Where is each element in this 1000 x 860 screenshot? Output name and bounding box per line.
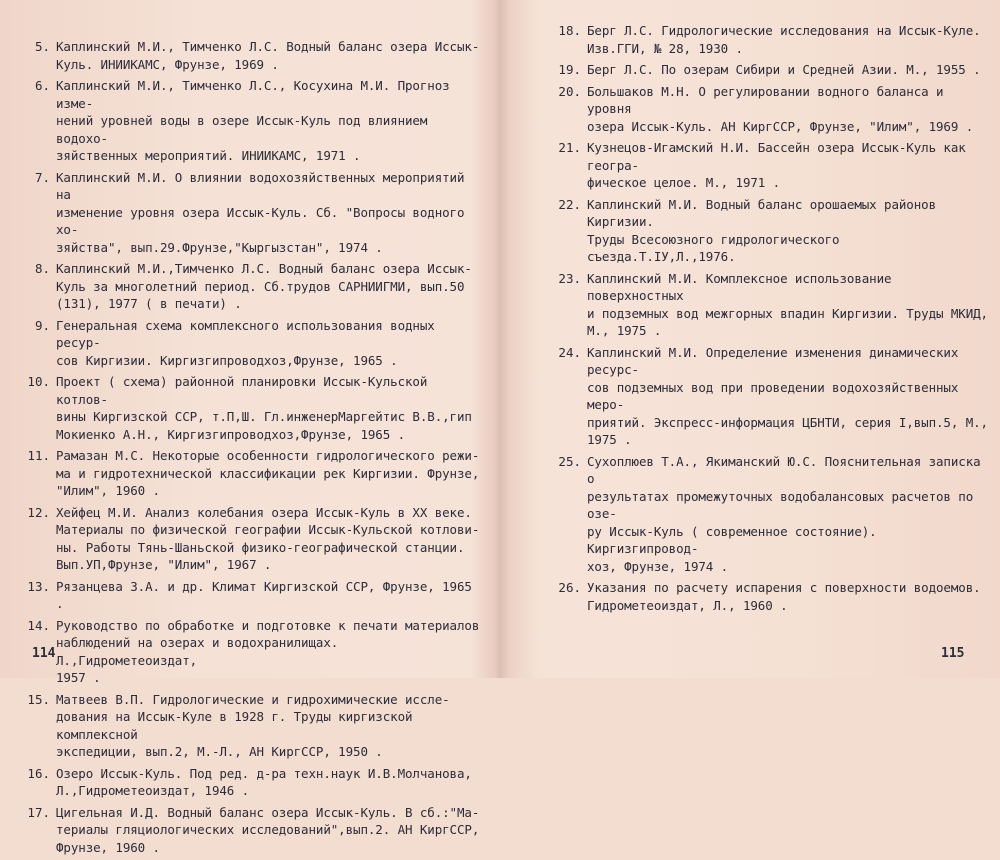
bibliography-entry [24,617,485,687]
entry-number: 5. [34,39,50,54]
bibliography-entry [555,61,988,79]
entry-text: Цигельная И.Д. Водный баланс озера Иссык-Куль. В сб.:"Ма- териалы гляциологических исследований",вып.2. АН КиргССР, Фрунзе, 1960 . [56,804,480,855]
bibliography-entry [24,504,485,574]
entry-text: Озеро Иссык-Куль. Под ред. д-ра техн.наук И.В.Молчанова, Л.,Гидрометеоиздат, 1946 . [56,765,472,798]
entry-text: Каплинский М.И. Водный баланс орошаемых районов Киргизии. Труды Всесоюзного гидрологического съезда.Т.IУ,Л.,1976. [587,196,937,264]
entry-text: Рамазан М.С. Некоторые особенности гидрологического режи- ма и гидротехнической классификации рек Киргизии. Фрунзе, "Илим", 1960 . [56,448,480,498]
bibliography-entry [24,38,485,73]
entry-number: 21. [558,140,581,155]
entry-text: Сухоплюев Т.А., Якиманский Ю.С. Пояснительная записка о результатах промежуточных водобалансовых расчетов по озе- ру Иссык-Куль ( современное состояние). Киргизгипровод- хоз, Фрунзе, 1974 . [587,453,981,574]
entry-number: 6. [34,78,50,93]
entry-text: Матвеев В.П. Гидрологические и гидрохимические иссле- дования на Иссык-Куле в 1928 г. Труды киргизской комплексной экспедиции, вып.2, М.-Л., АН КиргССР, 1950 . [56,691,450,759]
entry-text: Рязанцева З.А. и др. Климат Киргизской ССР, Фрунзе, 1965 . [56,578,472,611]
entry-number: 16. [27,765,50,781]
bibliography-entry [555,83,988,136]
entry-number: 7. [34,169,50,185]
bibliography-entry [555,579,988,614]
bibliography-entry [24,447,485,500]
entry-number: 26. [558,580,581,595]
page-number: 115 [941,646,965,661]
entry-text: Каплинский М.И., Тимченко Л.С., Косухина М.И. Прогноз изме- нений уровней воды в озере Иссык-Куль под влиянием водохо- зяйственных мероприятий. ИНИИКАМС, 1971 . [56,78,450,163]
entry-text: Каплинский М.И. Определение изменения динамических ресурс- сов подземных вод при проведении водохозяйственных меро- приятий. Экспресс-информация ЦБНТИ, серия I,вып.5, М., 1975 . [587,344,988,447]
bibliography-entry [555,453,988,576]
entry-text: Берг Л.С. По озерам Сибири и Средней Азии. М., 1955 . [587,62,981,77]
entry-number: 24. [558,344,581,360]
entry-number: 17. [27,804,50,820]
entry-number: 22. [558,196,581,212]
bibliography-entry [24,765,485,800]
bibliography-entry [24,317,485,370]
bibliography-entry [24,804,485,857]
entry-text: Указания по расчету испарения с поверхности водоемов. Гидрометеоиздат, Л., 1960 . [587,580,981,613]
entry-text: Хейфец М.И. Анализ колебания озера Иссык-Куль в XX веке. Материалы по физической географии Иссык-Кульской котлови- ны. Работы Тянь-Шаньской физико-географической станции. Вып.УП,Фрунзе, "Илим", 1967 . [56,504,480,572]
entry-text: Каплинский М.И., Тимченко Л.С. Водный баланс озера Иссык- Куль. ИНИИКАМС, Фрунзе, 1969 . [56,39,480,72]
entry-number: 15. [27,691,50,707]
bibliography-entry [555,344,988,449]
entry-number: 8. [34,261,50,276]
entry-text: Генеральная схема комплексного использования водных ресур- сов Киргизии. Киргизгипроводхоз,Фрунзе, 1965 . [56,317,435,368]
bibliography-entry [24,578,485,613]
entry-number: 23. [558,270,581,286]
entry-text: Руководство по обработке и подготовке к печати материалов наблюдений на озерах и водохранилищах. Л.,Гидрометеоиздат, 1957 . [56,617,480,685]
bibliography-entry [555,270,988,340]
entry-text: Большаков М.Н. О регулировании водного баланса и уровня озера Иссык-Куль. АН КиргССР, Фрунзе, "Илим", 1969 . [587,83,974,134]
entry-number: 9. [34,317,50,333]
entry-text: Каплинский М.И. О влиянии водохозяйственных мероприятий на изменение уровня озера Иссык-Куль. Сб. "Вопросы водного хо- зяйства", вып.29.Фрунзе,"Кыргызстан", 1974 . [56,169,465,255]
bibliography-entry [555,22,988,57]
entry-number: 12. [27,504,50,520]
bibliography-entry [24,77,485,165]
page-number: 114 [32,646,56,661]
right-page [503,0,1000,678]
bibliography-entry [24,260,485,313]
bibliography-entry [24,691,485,761]
entry-number: 13. [27,578,50,594]
entry-number: 19. [558,62,581,77]
left-page [0,0,497,855]
bibliography-entry [24,373,485,443]
entry-text: Проект ( схема) районной планировки Иссык-Кульской котлов- вины Киргизской ССР, т.П,Ш. Гл.инженерМаргейтис В.В.,гип Мокиенко А.Н., Киргизгипроводхоз,Фрунзе, 1965 . [56,374,472,442]
entry-number: 14. [27,617,50,633]
entry-number: 10. [27,374,50,389]
entry-text: Берг Л.С. Гидрологические исследования на Иссык-Куле. Изв.ГГИ, № 28, 1930 . [587,23,981,56]
bibliography-entry [24,169,485,257]
entry-text: Каплинский М.И. Комплексное использование поверхностных и подземных вод межгорных впадин Киргизии. Труды МКИД, М., 1975 . [587,270,988,338]
bibliography-list-right [555,22,988,618]
bibliography-entry [555,196,988,266]
entry-text: Каплинский М.И.,Тимченко Л.С. Водный баланс озера Иссык- Куль за многолетний период. Сб.трудов САРНИИГМИ, вып.50 (131), 1977 ( в печати) . [56,261,472,311]
entry-number: 25. [558,453,581,469]
entry-number: 20. [558,83,581,99]
entry-number: 11. [27,448,50,463]
entry-text: Кузнецов-Игамский Н.И. Бассейн озера Иссык-Куль как геогра- фическое целое. М., 1971 . [587,140,966,190]
bibliography-entry [555,139,988,192]
entry-number: 18. [558,23,581,38]
bibliography-list-left [24,38,485,860]
